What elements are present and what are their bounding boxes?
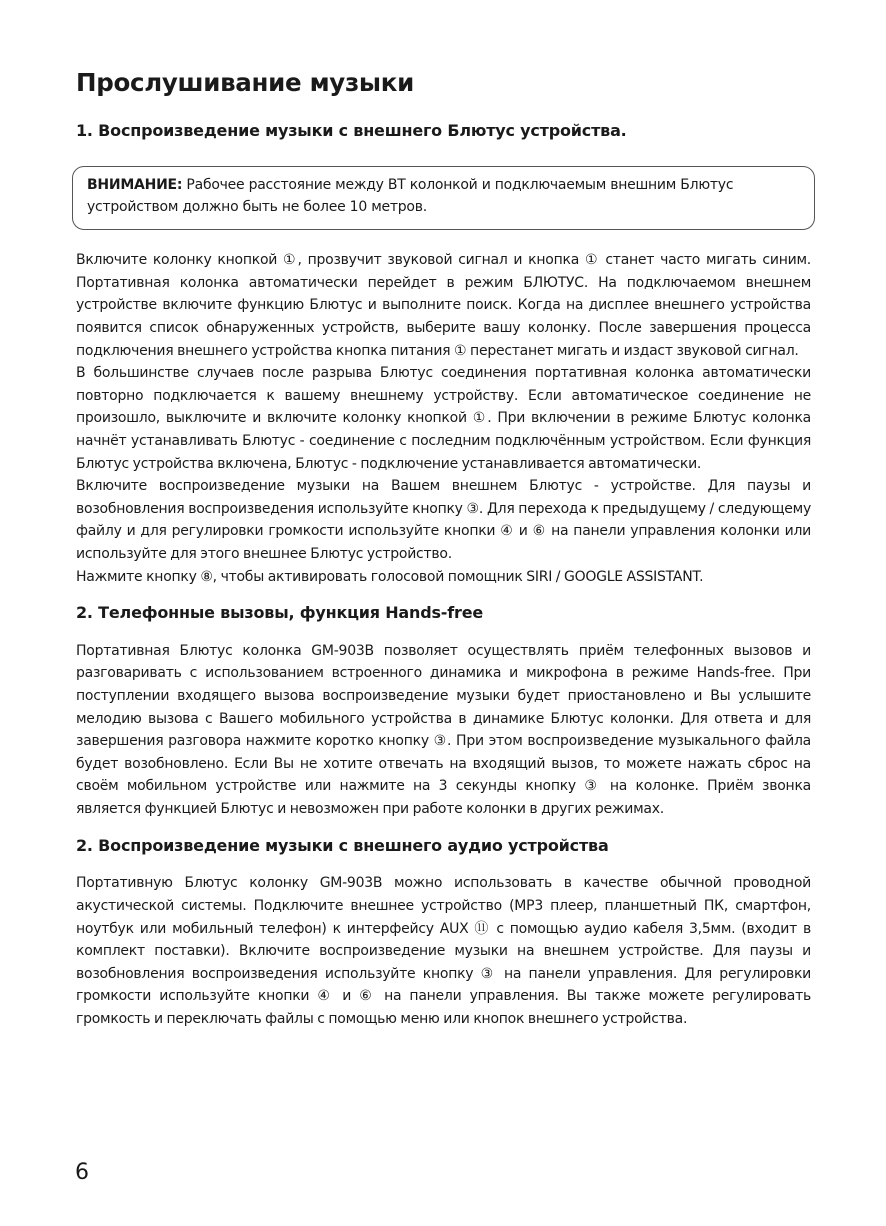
section-1-heading: 1. Воспроизведение музыки с внешнего Блютус устройства. <box>76 121 627 141</box>
section-2 <box>76 603 811 821</box>
section-3 <box>76 836 811 1031</box>
section-2-heading: 2. Телефонные вызовы, функция Hands-free <box>76 603 483 623</box>
section-1-paragraph-3: Включите воспроизведение музыки на Вашем внешнем Блютус - устройстве. Для паузы и возобновления воспроизведения используйте кнопку ③. Для перехода к предыдущему / следующему файлу и для регулировки громкости используйте кнопки ④ и ⑥ на панели управления колонки или используйте для этого внешнее Блютус устройство. <box>76 478 811 562</box>
warning-callout <box>72 166 815 230</box>
section-1-paragraph-1: Включите колонку кнопкой ①, прозвучит звуковой сигнал и кнопка ① станет часто мигать синим. Портативная колонка автоматически перейдет в режим БЛЮТУС. На подключаемом внешнем устройстве включите функцию Блютус и выполните поиск. Когда на дисплее внешнего устройства появится список обнаруженных устройств, выберите вашу колонку. После завершения процесса подключения внешнего устройства кнопка питания ① перестанет мигать и издаст звуковой сигнал. <box>76 252 811 359</box>
page-content <box>76 68 811 1031</box>
warning-label: ВНИМАНИЕ: <box>87 177 183 194</box>
page-number: 6 <box>75 1160 89 1185</box>
section-2-paragraph-1: Портативная Блютус колонка GM-903B позволяет осуществлять приём телефонных вызовов и разговаривать с использованием встроенного динамика и микрофона в режиме Hands-free. При поступлении входящего вызова воспроизведение музыки будет приостановлено и Вы услышите мелодию вызова с Вашего мобильного устройства в динамике Блютус колонки. Для ответа и для завершения разговора нажмите коротко кнопку ③. При этом воспроизведение музыкального файла будет возобновлено. Если Вы не хотите отвечать на входящий вызов, то можете нажать сброс на своём мобильном устройстве или нажмите на 3 секунды кнопку ③ на колонке. Приём звонка является функцией Блютус и невозможен при работе колонки в других режимах. <box>76 642 811 818</box>
section-1-paragraph-4: Нажмите кнопку ⑧, чтобы активировать голосовой помощник SIRI / GOOGLE ASSISTANT. <box>76 568 704 585</box>
section-1-paragraph-2: В большинстве случаев после разрыва Блютус соединения портативная колонка автоматически повторно подключается к вашему внешнему устройству. Если автоматическое соединение не произошло, выключите и включите колонку кнопкой ①. При включении в режиме Блютус колонка начнёт устанавливать Блютус - соединение с последним подключённым устройством. Если функция Блютус устройства включена, Блютус - подключение устанавливается автоматически. <box>76 365 811 472</box>
warning-text: Рабочее расстояние между BT колонкой и подключаемым внешним Блютус устройством должно быть не более 10 метров. <box>87 177 734 216</box>
section-3-paragraph-1: Портативную Блютус колонку GM-903B можно использовать в качестве обычной проводной акустической системы. Подключите внешнее устройство (MP3 плеер, планшетный ПК, смартфон, ноутбук или мобильный телефон) к интерфейсу AUX ⑪ с помощью аудио кабеля 3,5мм. (входит в комплект поставки). Включите воспроизведение музыки на внешнем устройстве. Для паузы и возобновления воспроизведения используйте кнопку ③ на панели управления. Для регулировки громкости используйте кнопки ④ и ⑥ на панели управления. Вы также можете регулировать громкость и переключать файлы с помощью меню или кнопок внешнего устройства. <box>76 875 811 1027</box>
page-title: Прослушивание музыки <box>76 68 414 97</box>
section-3-heading: 2. Воспроизведение музыки с внешнего аудио устройства <box>76 835 609 855</box>
